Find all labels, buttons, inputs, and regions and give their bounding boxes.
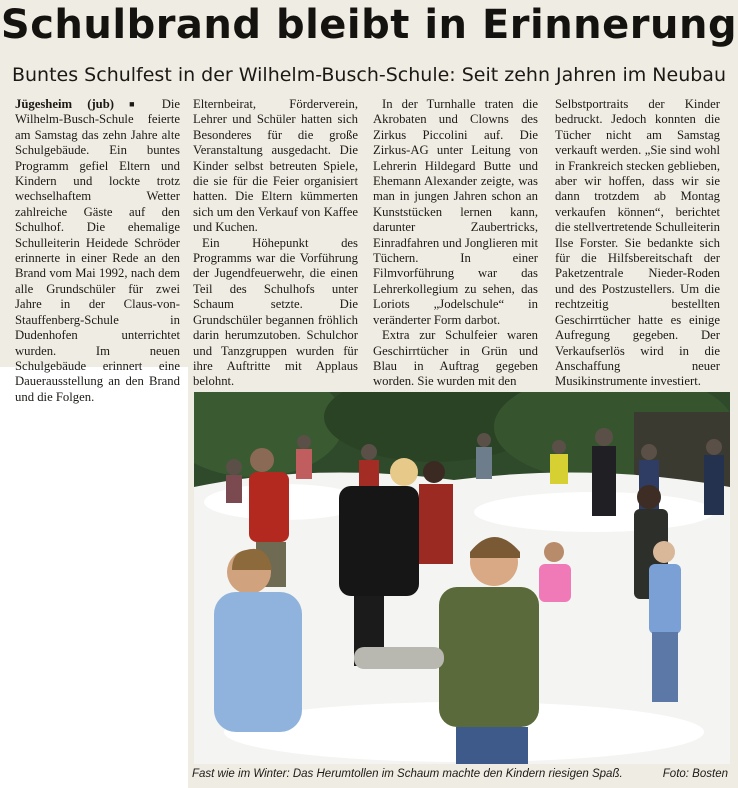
text-column-1: [15, 97, 180, 405]
paragraph: Elternbeirat, Förderverein, Lehrer und Schüler hatten sich Besonderes für die große Veranstaltung ausgedacht. Die Kinder selbst betreuten Spiele, die sie für die Feier organisiert hatten. Die Eltern kümmerten sich um den Verkauf von Kaffee und Kuchen.: [193, 97, 358, 235]
photo-credit: Foto: Bosten: [662, 768, 728, 780]
subheadline: Buntes Schulfest in der Wilhelm-Busch-Schule: Seit zehn Jahren im Neubau: [11, 64, 726, 86]
caption-text: Fast wie im Winter: Das Herumtollen im Schaum machte den Kindern riesigen Spaß.: [192, 768, 623, 780]
foam-party-photo: [194, 392, 730, 764]
bullet-icon: ■: [129, 99, 147, 109]
paragraph: Ein Höhepunkt des Programms war die Vorführung der Jugendfeuerwehr, die einen Teil des Schulhofs unter Schaum setzte. Die Grundschüler begannen fröhlich darin herumzutoben. Schulchor und Tanzgruppen wurden für ihre Auftritte mit Applaus belohnt.: [193, 235, 358, 389]
paragraph: [15, 97, 180, 405]
paragraph: Selbstportraits der Kinder bedruckt. Jedoch konnten die Tücher nicht am Samstag verkauft werden. „Sie sind wohl in Frankreich stecken geblieben, aber wir hoffen, dass wir sie dann trotzdem ab Montag verkaufen können“, berichtet die stellvertretende Schulleiterin Ilse Forster. Sie bedankte sich für die Hilfsbereitschaft der Paketzentrale Nieder-Roden und des Postzustellers. Um die rechtzeitig bestellten Geschirrtücher hatte es einige Aufregung gegeben. Der Verkaufserlös wird in die Anschaffung neuer Musikinstrumente investiert.: [555, 97, 720, 389]
boy-green-sweater: [439, 587, 539, 727]
photo-illustration: [194, 392, 730, 764]
paragraph: In der Turnhalle traten die Akrobaten und Clowns des Zirkus Piccolini auf. Die Zirkus-AG unter Leitung von Lehrerin Hildegard Butte und Ehemann Alexander zeigte, was man in jungen Jahren schon an Kunststücken lernen kann, darunter Zaubertricks, Einradfahren und Jonglieren mit Tüchern. In einer Filmvorführung war das Lehrerkollegium zu sehen, das Loriots „Jodelschule“ in veränderter Form darbot.: [373, 97, 538, 327]
headline: Schulbrand bleibt in Erinnerung: [0, 2, 738, 48]
paragraph: Extra zur Schulfeier waren Geschirrtücher in Grün und Blau in Auftrag gegeben worden. Sie wurden mit den: [373, 328, 538, 389]
dateline: Jügesheim (jub): [15, 97, 115, 111]
text-column-4: [555, 97, 720, 390]
boy-blue-sweater: [214, 592, 302, 732]
paragraph-text: Die Wilhelm-Busch-Schule feierte am Samstag das zehn Jahre alte Schulgebäude. Ein buntes Programm gefiel Eltern und Kindern und lockte trotz wechselhaftem Wetter zahlreiche Gäste auf den Schulhof. Die ehemalige Schulleiterin Heidede Schröder erinnerte in einer Rede an den Brand vom Mai 1992, nach dem alle Grundschüler für zwei Jahre in der Claus-von-Stauffenberg-Schule in Dudenhofen unterrichtet wurden. Im neuen Schulgebäude erinnert eine Dauerausstellung an den Brand und die Folgen.: [15, 97, 181, 404]
photo-caption: [192, 768, 732, 784]
text-column-2: [193, 97, 358, 390]
text-column-3: [373, 97, 538, 390]
